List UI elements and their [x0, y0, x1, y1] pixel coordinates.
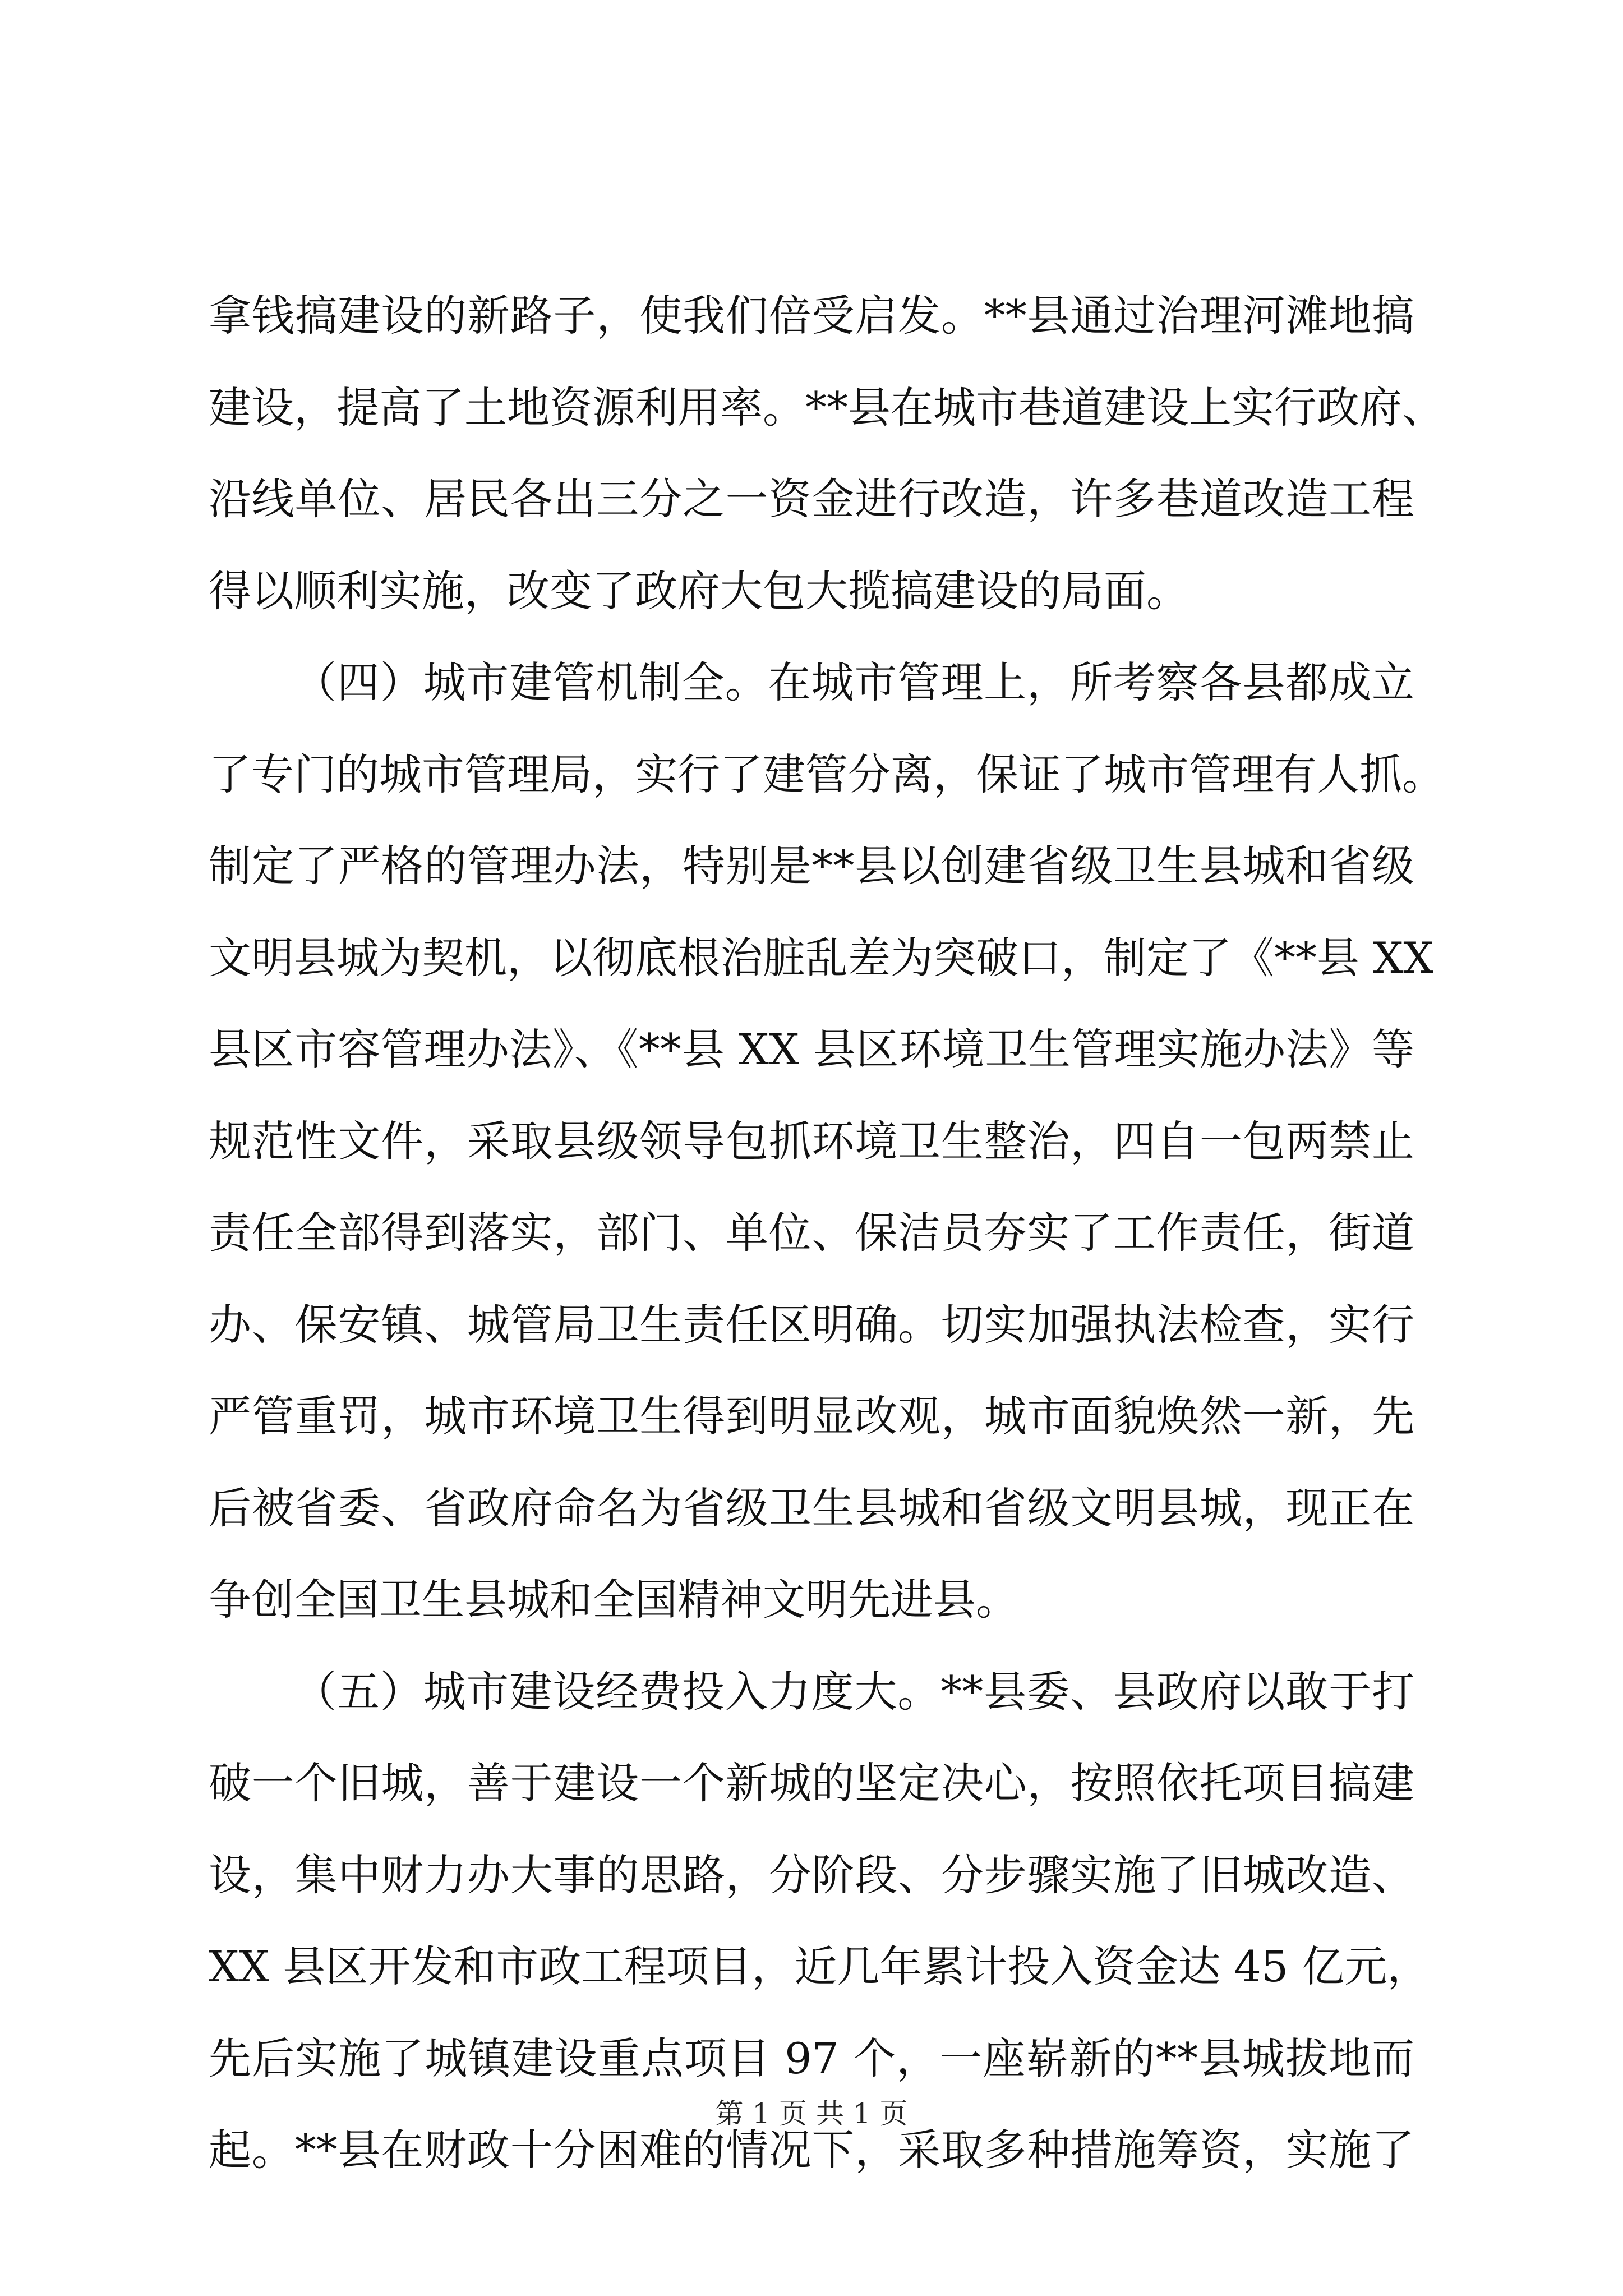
section-heading-line: （五）城市建设经费投入力度大。**县委、县政府以敢于打	[294, 1666, 1414, 1717]
text-line: XX 县区开发和市政工程项目，近几年累计投入资金达 45 亿元，	[209, 1941, 1430, 1991]
text-line: 严管重罚，城市环境卫生得到明显改观，城市面貌焕然一新，先	[209, 1391, 1414, 1441]
text-line: 责任全部得到落实，部门、单位、保洁员夯实了工作责任，街道	[209, 1208, 1414, 1258]
page-number-footer: 第 1 页 共 1 页	[715, 2097, 908, 2130]
section-heading-line: （四）城市建管机制全。在城市管理上，所考察各县都成立	[294, 657, 1414, 707]
body-text	[209, 291, 1445, 2218]
text-line: 后被省委、省政府命名为省级卫生县城和省级文明县城，现正在	[209, 1483, 1414, 1533]
text-line: 办、保安镇、城管局卫生责任区明确。切实加强执法检查，实行	[209, 1299, 1414, 1350]
text-line: 先后实施了城镇建设重点项目 97 个，一座崭新的**县城拔地而	[209, 2033, 1414, 2083]
text-line: 破一个旧城，善于建设一个新城的坚定决心，按照依托项目搞建	[209, 1758, 1414, 1808]
text-line: 文明县城为契机，以彻底根治脏乱差为突破口，制定了《**县 XX	[209, 932, 1434, 983]
text-line: 设，集中财力办大事的思路，分阶段、分步骤实施了旧城改造、	[209, 1849, 1414, 1900]
text-line: 县区市容管理办法》、《**县 XX 县区环境卫生管理实施办法》等	[209, 1024, 1414, 1074]
text-line: 了专门的城市管理局，实行了建管分离，保证了城市管理有人抓。	[209, 749, 1445, 799]
text-line: 起。**县在财政十分困难的情况下，采取多种措施筹资，实施了	[209, 2125, 1414, 2175]
text-line: 沿线单位、居民各出三分之一资金进行改造，许多巷道改造工程	[209, 474, 1414, 524]
text-line: 得以顺利实施，改变了政府大包大揽搞建设的局面。	[209, 565, 1189, 616]
text-line: 建设，提高了土地资源利用率。**县在城市巷道建设上实行政府、	[209, 382, 1445, 432]
text-line: 拿钱搞建设的新路子，使我们倍受启发。**县通过治理河滩地搞	[209, 291, 1414, 341]
text-line: 规范性文件，采取县级领导包抓环境卫生整治，四自一包两禁止	[209, 1116, 1414, 1166]
text-line: 制定了严格的管理办法，特别是**县以创建省级卫生县城和省级	[209, 841, 1414, 891]
text-line: 争创全国卫生县城和全国精神文明先进县。	[209, 1575, 1018, 1625]
